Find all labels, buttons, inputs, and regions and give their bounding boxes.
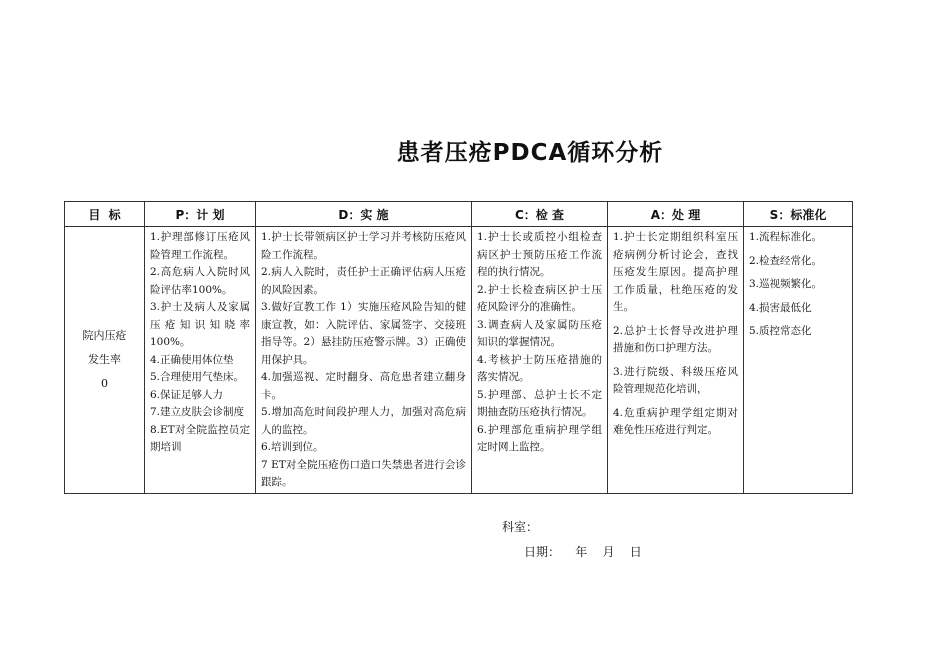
do-item: 5.增加高危时间段护理人力，加强对高危病人的监控。	[261, 406, 466, 436]
plan-item: 7.建立皮肤会诊制度	[150, 406, 245, 418]
goal-value: 0	[101, 376, 108, 390]
page-title: 患者压疮PDCA循环分析	[396, 140, 664, 166]
standardize-cell	[744, 227, 853, 494]
do-item: 3.做好宣教工作 1）实施压疮风险告知的健康宣教，如：入院评估、家属签字、交接班指导等。2）悬挂防压疮警示牌。3）正确使用保护具。	[261, 301, 466, 366]
plan-item: 1.护理部修订压疮风险管理工作流程。	[150, 231, 250, 261]
do-item: 4.加强巡视、定时翻身、高危患者建立翻身卡。	[261, 371, 466, 401]
do-item: 7 ET对全院压疮伤口造口失禁患者进行会诊跟踪。	[261, 458, 466, 488]
goal-line: 院内压疮	[82, 328, 127, 342]
pdca-table	[64, 201, 853, 494]
check-item: 3.调查病人及家属防压疮知识的掌握情况。	[477, 318, 602, 348]
act-item: 1.护士长定期组织科室压疮病例分析讨论会，查找压疮发生原因。提高护理工作质量，杜绝压疮的发生。	[613, 231, 738, 313]
plan-item: 3.护士及病人及家属压疮知识知晓率100%。	[150, 301, 250, 348]
header-check: C：检 查	[472, 202, 608, 227]
check-item: 6.护理部危重病护理学组定时网上监控。	[477, 423, 602, 453]
check-item: 2.护士长检查病区护士压疮风险评分的准确性。	[477, 283, 602, 313]
check-item: 5.护理部、总护士长不定期抽查防压疮执行情况。	[477, 388, 602, 418]
check-item: 1.护士长或质控小组检查病区护士预防压疮工作流程的执行情况。	[477, 231, 602, 278]
plan-item: 5.合理使用气垫床。	[150, 371, 245, 383]
check-item: 4.考核护士防压疮措施的落实情况。	[477, 353, 602, 383]
check-cell	[472, 227, 608, 494]
standardize-item: 5.质控常态化	[749, 325, 812, 337]
header-act: A：处 理	[608, 202, 744, 227]
plan-item: 2.高危病人入院时风险评估率100%。	[150, 266, 250, 296]
do-cell	[256, 227, 472, 494]
header-plan: P：计 划	[145, 202, 256, 227]
do-item: 1.护士长带领病区护士学习并考核防压疮风险工作流程。	[261, 231, 466, 261]
plan-item: 6.保证足够人力	[150, 388, 224, 401]
do-item: 6.培训到位。	[261, 441, 324, 453]
act-cell	[608, 227, 744, 494]
do-item: 2.病人入院时，责任护士正确评估病人压疮的风险因素。	[261, 266, 466, 296]
department-label: 科室：	[502, 520, 539, 534]
content-row	[65, 227, 853, 494]
standardize-item: 3.巡视频繁化。	[749, 278, 823, 290]
header-standardize: S：标准化	[744, 202, 853, 227]
standardize-item: 4.损害最低化	[749, 301, 812, 314]
act-item: 3.进行院级、科级压疮风险管理规范化培训，	[613, 365, 738, 395]
act-item: 2.总护士长督导改进护理措施和伤口护理方法。	[613, 324, 738, 354]
plan-item: 8.ET对全院监控员定期培训	[150, 423, 250, 453]
standardize-item: 1.流程标准化。	[749, 231, 823, 243]
header-do: D：实 施	[256, 202, 472, 227]
goal-line: 发生率	[88, 352, 121, 366]
standardize-item: 2.检查经常化。	[749, 254, 823, 267]
header-row	[65, 202, 853, 227]
plan-cell	[145, 227, 256, 494]
header-goal: 目 标	[65, 202, 145, 227]
date-label: 日期： 年 月 日	[524, 545, 642, 559]
plan-item: 4.正确使用体位垫	[150, 353, 234, 366]
act-item: 4.危重病护理学组定期对难免性压疮进行判定。	[613, 406, 738, 436]
goal-cell	[65, 227, 145, 494]
